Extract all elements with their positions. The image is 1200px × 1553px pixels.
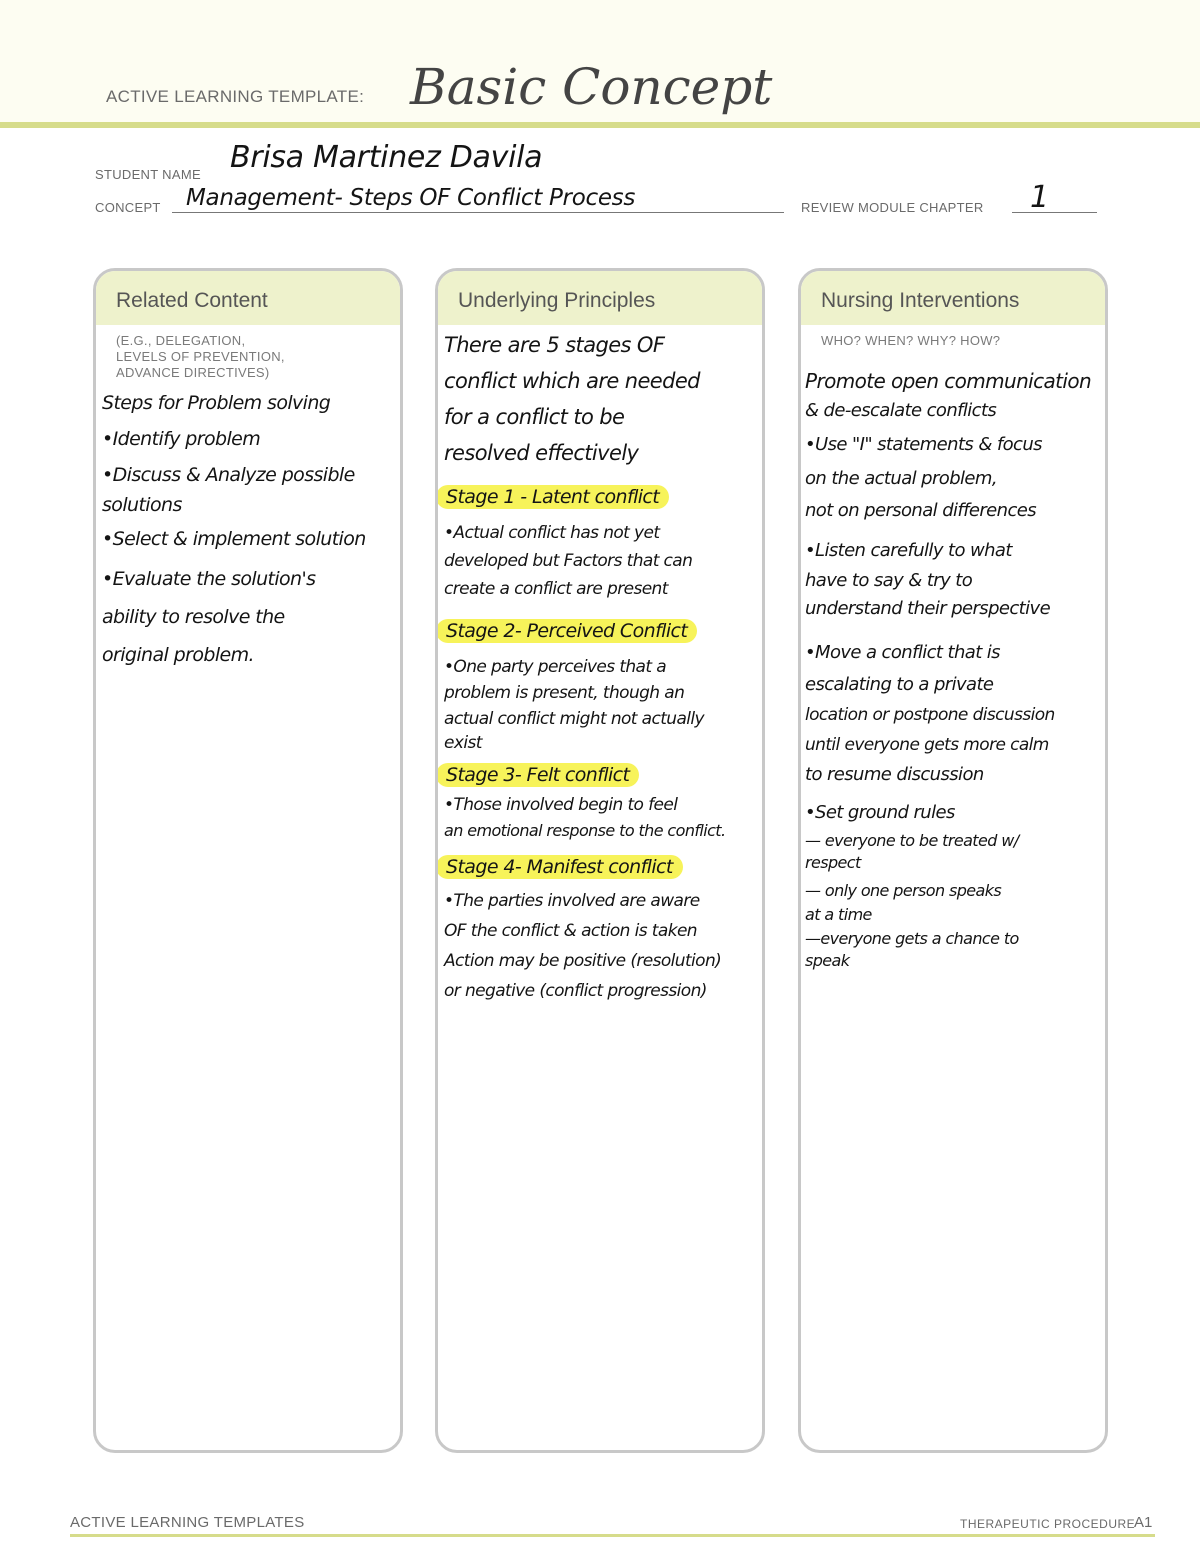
interventions-line-6: •Listen carefully to what	[805, 540, 1012, 561]
template-title: Basic Concept	[410, 58, 773, 116]
footer-right-label: THERAPEUTIC PROCEDURE	[960, 1517, 1136, 1531]
interventions-line-19: —everyone gets a chance to	[805, 929, 1019, 948]
related-line-6: •Evaluate the solution's	[102, 568, 316, 590]
interventions-line-7: have to say & try to	[805, 570, 973, 591]
related-line-5: •Select & implement solution	[102, 528, 366, 550]
related-content-title: Related Content	[116, 289, 268, 312]
interventions-line-15: — everyone to be treated w/	[805, 831, 1019, 850]
principles-stage-1: Stage 1 - Latent conflict	[436, 485, 669, 509]
principles-line-10: •One party perceives that a	[444, 657, 667, 677]
chapter-underline	[1012, 212, 1097, 213]
footer-divider	[70, 1534, 1155, 1537]
principles-line-8: create a conflict are present	[444, 579, 668, 599]
principles-line-3: for a conflict to be	[444, 405, 625, 429]
interventions-line-14: •Set ground rules	[805, 802, 955, 823]
interventions-line-2: & de-escalate conflicts	[805, 400, 997, 421]
footer-code: A1	[1134, 1514, 1153, 1531]
interventions-line-3: •Use "I" statements & focus	[805, 434, 1042, 455]
nursing-interventions-panel	[798, 268, 1108, 1453]
related-line-4: solutions	[102, 494, 182, 516]
interventions-line-1: Promote open communication	[805, 369, 1092, 393]
principles-line-4: resolved effectively	[444, 441, 639, 465]
header-divider	[0, 122, 1200, 128]
nursing-interventions-title: Nursing Interventions	[821, 289, 1020, 312]
principles-stage-3: Stage 3- Felt conflict	[436, 763, 639, 787]
principles-line-13: exist	[444, 733, 482, 753]
related-line-1: Steps for Problem solving	[102, 392, 331, 414]
underlying-principles-title: Underlying Principles	[458, 289, 656, 312]
principles-line-11: problem is present, though an	[444, 683, 685, 703]
interventions-line-16: respect	[805, 853, 861, 872]
nursing-interventions-sub: WHO? WHEN? WHY? HOW?	[821, 333, 1001, 348]
interventions-line-8: understand their perspective	[805, 598, 1051, 619]
concept-label: CONCEPT	[95, 200, 161, 215]
principles-line-19: OF the conflict & action is taken	[444, 921, 697, 941]
related-line-7: ability to resolve the	[102, 606, 285, 628]
interventions-line-13: to resume discussion	[805, 764, 984, 785]
principles-line-15: •Those involved begin to feel	[444, 795, 678, 815]
principles-line-7: developed but Factors that can	[444, 551, 693, 571]
chapter-label: REVIEW MODULE CHAPTER	[801, 200, 984, 215]
principles-line-18: •The parties involved are aware	[444, 891, 700, 911]
interventions-line-4: on the actual problem,	[805, 468, 997, 489]
principles-line-1: There are 5 stages OF	[444, 333, 665, 357]
principles-line-16: an emotional response to the conflict.	[444, 821, 726, 840]
interventions-line-11: location or postpone discussion	[805, 705, 1055, 725]
interventions-line-20: speak	[805, 951, 850, 970]
principles-line-2: conflict which are needed	[444, 369, 700, 393]
interventions-line-17: — only one person speaks	[805, 881, 1002, 900]
related-line-2: •Identify problem	[102, 428, 261, 450]
principles-stage-4: Stage 4- Manifest conflict	[436, 855, 683, 879]
principles-line-12: actual conflict might not actually	[444, 709, 705, 729]
principles-stage-2: Stage 2- Perceived Conflict	[436, 619, 697, 643]
template-label: ACTIVE LEARNING TEMPLATE:	[106, 87, 365, 106]
interventions-line-12: until everyone gets more calm	[805, 735, 1049, 755]
chapter-value: 1	[1030, 180, 1049, 215]
interventions-line-9: •Move a conflict that is	[805, 642, 1000, 663]
related-line-3: •Discuss & Analyze possible	[102, 464, 355, 486]
related-content-panel	[93, 268, 403, 1453]
concept-underline	[172, 212, 784, 213]
interventions-line-10: escalating to a private	[805, 674, 994, 695]
related-line-8: original problem.	[102, 644, 254, 666]
student-name-value: Brisa Martinez Davila	[230, 140, 543, 175]
principles-line-21: or negative (conflict progression)	[444, 981, 707, 1001]
footer-left-label: ACTIVE LEARNING TEMPLATES	[70, 1514, 305, 1531]
concept-value: Management- Steps OF Conflict Process	[186, 185, 636, 211]
principles-line-20: Action may be positive (resolution)	[444, 951, 722, 971]
principles-line-6: •Actual conflict has not yet	[444, 523, 660, 543]
underlying-principles-panel	[435, 268, 765, 1453]
related-content-sub-2: LEVELS OF PREVENTION,	[116, 349, 285, 364]
student-name-label: STUDENT NAME	[95, 167, 201, 182]
interventions-line-5: not on personal differences	[805, 500, 1037, 521]
related-content-sub-3: ADVANCE DIRECTIVES)	[116, 365, 270, 380]
related-content-sub-1: (E.G., DELEGATION,	[116, 333, 246, 348]
interventions-line-18: at a time	[805, 905, 872, 924]
